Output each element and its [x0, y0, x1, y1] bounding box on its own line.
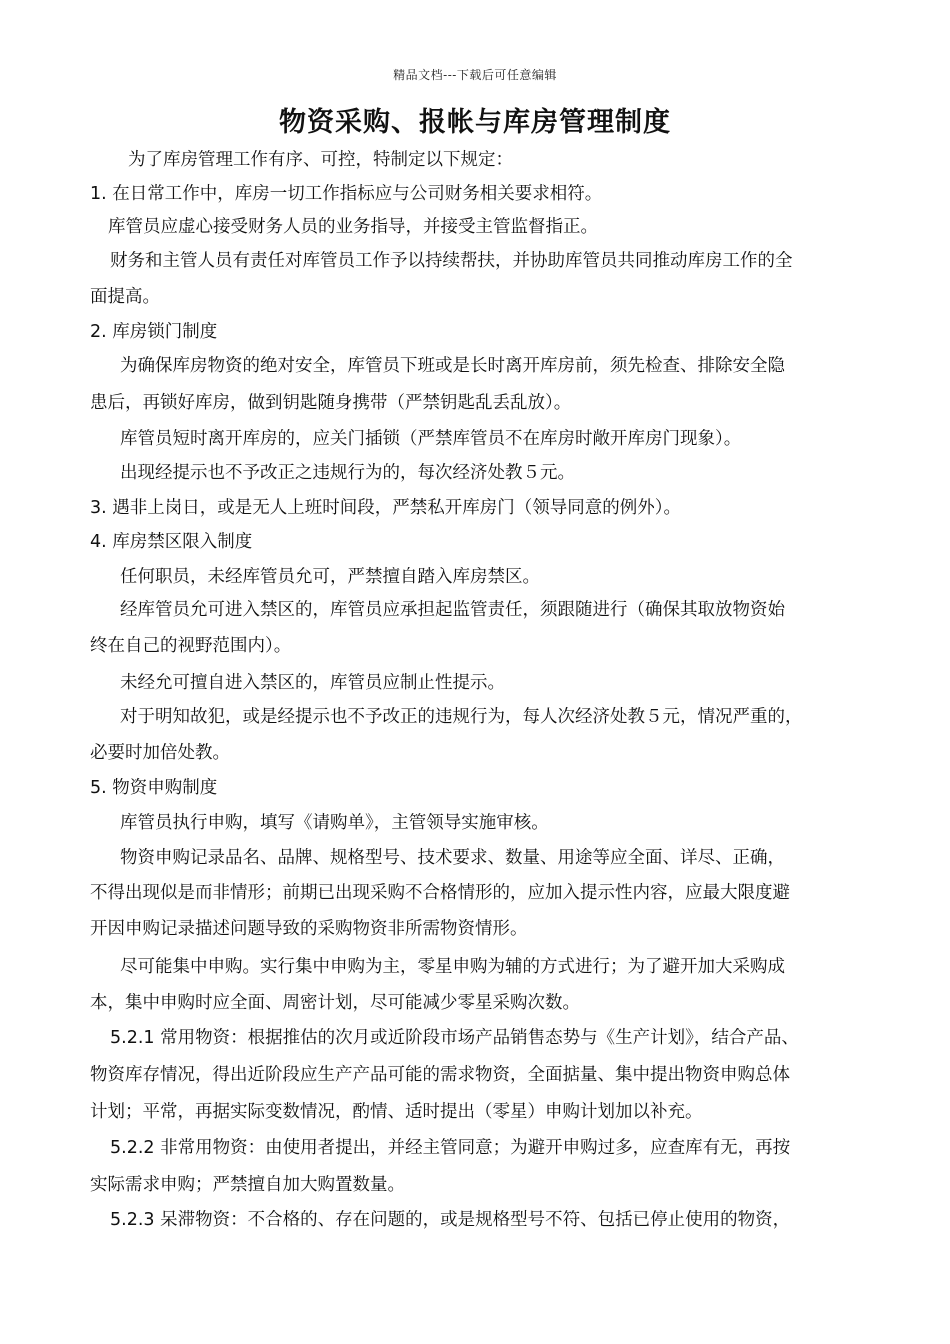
section-heading: 2. 库房锁门制度	[90, 322, 218, 342]
paragraph-line: 必要时加倍处教。	[90, 743, 230, 763]
paragraph-line: 计划；平常，再据实际变数情况，酌情、适时提出（零星）申购计划加以补充。	[90, 1102, 703, 1122]
paragraph-line: 不得出现似是而非情形；前期已出现采购不合格情形的，应加入提示性内容，应最大限度避	[90, 883, 790, 903]
paragraph-line: 物资申购记录品名、品牌、规格型号、技术要求、数量、用途等应全面、详尽、正确，	[120, 848, 785, 868]
subsection-line: 5.2.2 非常用物资：由使用者提出，并经主管同意；为避开申购过多，应查库有无，再按	[110, 1138, 791, 1158]
document-title: 物资采购、报帐与库房管理制度	[279, 107, 671, 138]
paragraph-line: 为了库房管理工作有序、可控，特制定以下规定：	[128, 150, 513, 170]
paragraph-line: 任何职员，未经库管员允可，严禁擅自踏入库房禁区。	[120, 567, 540, 587]
paragraph-line: 物资库存情况，得出近阶段应生产产品可能的需求物资，全面掂量、集中提出物资申购总体	[90, 1065, 790, 1085]
paragraph-line: 出现经提示也不予改正之违规行为的，每次经济处教５元。	[120, 463, 575, 483]
paragraph-line: 终在自己的视野范围内）。	[90, 636, 292, 656]
paragraph-line: 实际需求申购；严禁擅自加大购置数量。	[90, 1175, 405, 1195]
paragraph-line: 未经允可擅自进入禁区的，库管员应制止性提示。	[120, 673, 505, 693]
paragraph-line: 对于明知故犯，或是经提示也不予改正的违规行为，每人次经济处教５元，情况严重的，	[120, 707, 803, 727]
paragraph-line: 开因申购记录描述问题导致的采购物资非所需物资情形。	[90, 919, 528, 939]
paragraph-line: 为确保库房物资的绝对安全，库管员下班或是长时离开库房前，须先检查、排除安全隐	[120, 356, 785, 376]
section-heading: 5. 物资申购制度	[90, 778, 218, 798]
subsection-line: 5.2.1 常用物资：根据推估的次月或近阶段市场产品销售态势与《生产计划》，结合产品、	[110, 1028, 799, 1048]
section-heading: 3. 遇非上岗日，或是无人上班时间段，严禁私开库房门（领导同意的例外）。	[90, 498, 682, 518]
paragraph-line: 经库管员允可进入禁区的，库管员应承担起监管责任，须跟随进行（确保其取放物资始	[120, 600, 785, 620]
paragraph-line: 财务和主管人员有责任对库管员工作予以持续帮扶，并协助库管员共同推动库房工作的全	[110, 251, 793, 271]
section-heading: 4. 库房禁区限入制度	[90, 532, 253, 552]
paragraph-line: 库管员应虚心接受财务人员的业务指导，并接受主管监督指正。	[108, 217, 598, 237]
paragraph-line: 患后，再锁好库房，做到钥匙随身携带（严禁钥匙乱丢乱放）。	[90, 393, 572, 413]
paragraph-line: 库管员执行申购，填写《请购单》，主管领导实施审核。	[120, 813, 549, 833]
paragraph-line: 库管员短时离开库房的，应关门插锁（严禁库管员不在库房时敞开库房门现象）。	[120, 429, 742, 449]
subsection-line: 5.2.3 呆滞物资：不合格的、存在问题的，或是规格型号不符、包括已停止使用的物资，	[110, 1210, 791, 1230]
paragraph-line: 本，集中申购时应全面、周密计划，尽可能减少零星采购次数。	[90, 993, 580, 1013]
paragraph-line: 面提高。	[90, 287, 160, 307]
paragraph-line: 1. 在日常工作中，库房一切工作指标应与公司财务相关要求相符。	[90, 184, 603, 204]
page-header-note: 精品文档---下载后可任意编辑	[393, 68, 557, 82]
paragraph-line: 尽可能集中申购。实行集中申购为主，零星申购为辅的方式进行；为了避开加大采购成	[120, 957, 785, 977]
